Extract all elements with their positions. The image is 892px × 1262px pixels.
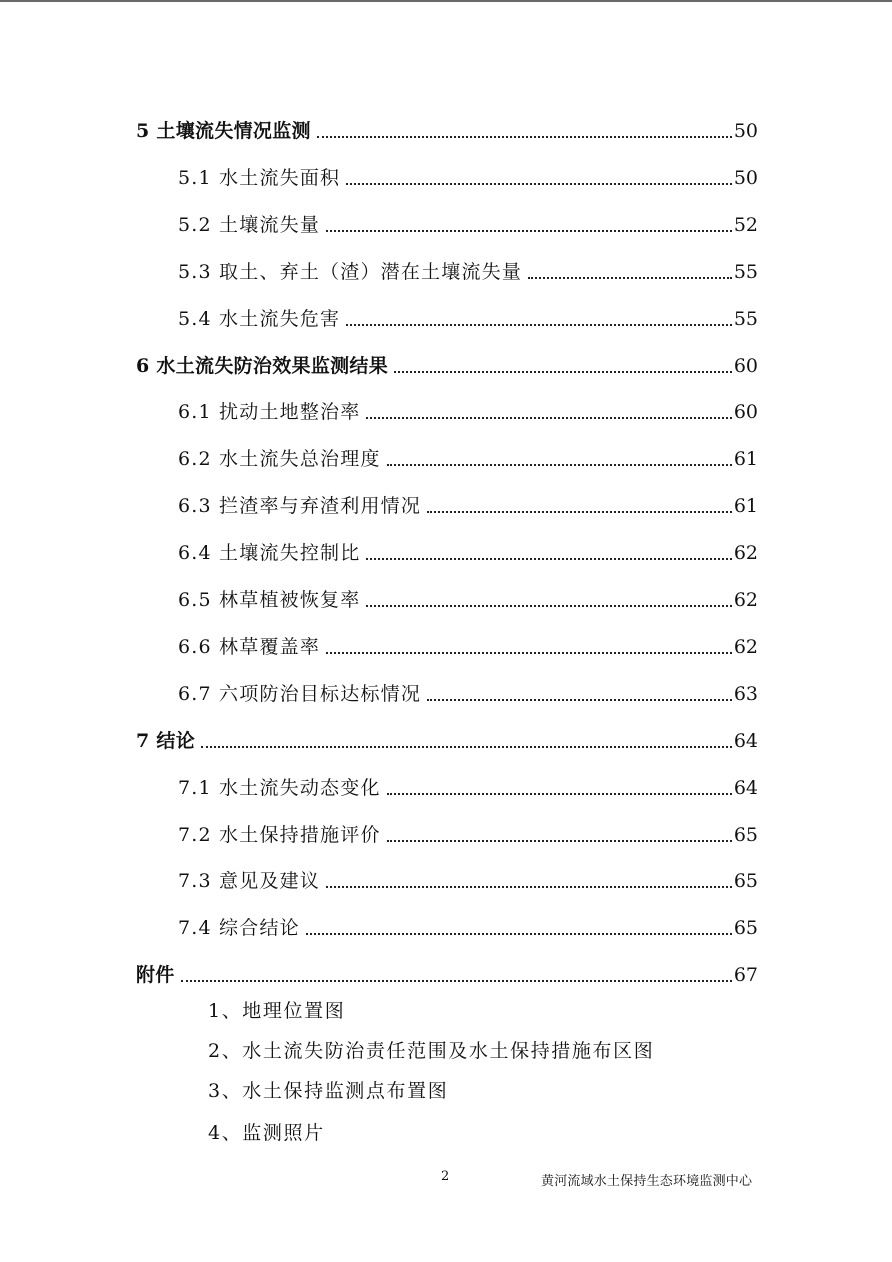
toc-entry-title: 7 结论 <box>136 730 196 752</box>
toc-entry[interactable] <box>178 445 758 473</box>
toc-entry-page-number: 60 <box>733 401 758 423</box>
toc-entry-page-number: 61 <box>733 495 758 517</box>
toc-entry-page-number: 67 <box>733 964 758 986</box>
toc-leader-dots <box>427 699 732 701</box>
toc-entry-page-number: 60 <box>733 355 758 377</box>
toc-entry-title: 7.2 水土保持措施评价 <box>178 824 381 846</box>
attachment-item: 4、监测照片 <box>208 1122 325 1144</box>
toc-entry-page-number: 50 <box>733 167 758 189</box>
toc-entry[interactable] <box>136 727 758 755</box>
toc-entry-page-number: 65 <box>733 917 758 939</box>
toc-leader-dots <box>317 136 732 138</box>
toc-entry[interactable] <box>178 398 758 426</box>
toc-entry[interactable] <box>178 680 758 708</box>
toc-entry[interactable] <box>178 774 758 802</box>
toc-entry-page-number: 55 <box>733 308 758 330</box>
toc-entry[interactable] <box>136 961 758 989</box>
toc-entry-page-number: 64 <box>733 777 758 799</box>
toc-entry[interactable] <box>178 633 758 661</box>
toc-entry-page-number: 61 <box>733 448 758 470</box>
toc-entry-page-number: 52 <box>733 214 758 236</box>
toc-entry[interactable] <box>178 164 758 192</box>
toc-entry[interactable] <box>178 258 758 286</box>
attachment-item: 2、水土流失防治责任范围及水土保持措施布区图 <box>208 1040 655 1062</box>
toc-leader-dots <box>326 230 732 232</box>
attachment-item: 1、地理位置图 <box>208 1000 346 1022</box>
toc-entry-title: 7.1 水土流失动态变化 <box>178 777 381 799</box>
toc-leader-dots <box>394 371 732 373</box>
toc-leader-dots <box>366 558 731 560</box>
toc-entry[interactable] <box>136 117 758 145</box>
toc-entry-title: 6.7 六项防治目标达标情况 <box>178 683 422 705</box>
toc-entry-title: 5 土壤流失情况监测 <box>136 120 311 142</box>
toc-entry-title: 6.4 土壤流失控制比 <box>178 542 361 564</box>
toc-leader-dots <box>366 605 731 607</box>
toc-entry[interactable] <box>178 492 758 520</box>
toc-leader-dots <box>346 183 732 185</box>
toc-entry-page-number: 62 <box>733 636 758 658</box>
toc-entry-page-number: 64 <box>733 730 758 752</box>
toc-entry[interactable] <box>178 821 758 849</box>
toc-entry-title: 6 水土流失防治效果监测结果 <box>136 355 389 377</box>
toc-entry-title: 6.6 林草覆盖率 <box>178 636 321 658</box>
toc-leader-dots <box>326 652 732 654</box>
toc-entry-title: 6.3 拦渣率与弃渣利用情况 <box>178 495 422 517</box>
toc-entry[interactable] <box>136 352 758 380</box>
toc-entry-title: 5.1 水土流失面积 <box>178 167 341 189</box>
toc-entry-page-number: 55 <box>733 261 758 283</box>
toc-entry-title: 6.5 林草植被恢复率 <box>178 589 361 611</box>
toc-leader-dots <box>201 746 732 748</box>
toc-leader-dots <box>366 417 731 419</box>
toc-entry[interactable] <box>178 586 758 614</box>
toc-leader-dots <box>387 793 732 795</box>
toc-leader-dots <box>181 980 732 982</box>
toc-leader-dots <box>346 324 732 326</box>
toc-entry[interactable] <box>178 867 758 895</box>
toc-entry-title: 附件 <box>136 964 175 986</box>
toc-entry[interactable] <box>178 211 758 239</box>
toc-entry[interactable] <box>178 305 758 333</box>
toc-entry-page-number: 50 <box>733 120 758 142</box>
toc-entry-title: 7.3 意见及建议 <box>178 870 321 892</box>
toc-entry[interactable] <box>178 539 758 567</box>
toc-entry-title: 6.1 扰动土地整治率 <box>178 401 361 423</box>
toc-entry-page-number: 63 <box>733 683 758 705</box>
footer-organization: 黄河流域水土保持生态环境监测中心 <box>541 1174 753 1189</box>
toc-leader-dots <box>528 277 732 279</box>
toc-entry-page-number: 62 <box>733 542 758 564</box>
toc-entry-title: 5.2 土壤流失量 <box>178 214 321 236</box>
toc-entry-title: 6.2 水土流失总治理度 <box>178 448 381 470</box>
toc-leader-dots <box>387 840 732 842</box>
toc-leader-dots <box>427 511 732 513</box>
toc-leader-dots <box>387 464 732 466</box>
toc-entry-title: 7.4 综合结论 <box>178 917 300 939</box>
attachment-item: 3、水土保持监测点布置图 <box>208 1080 449 1102</box>
footer-page-number: 2 <box>441 1169 450 1184</box>
toc-leader-dots <box>326 886 732 888</box>
toc-entry-page-number: 65 <box>733 870 758 892</box>
toc-entry[interactable] <box>178 914 758 942</box>
toc-entry-title: 5.3 取土、弃土（渣）潜在土壤流失量 <box>178 261 523 283</box>
toc-entry-title: 5.4 水土流失危害 <box>178 308 341 330</box>
top-border-line <box>0 0 892 2</box>
toc-entry-page-number: 65 <box>733 824 758 846</box>
toc-leader-dots <box>306 933 732 935</box>
toc-entry-page-number: 62 <box>733 589 758 611</box>
